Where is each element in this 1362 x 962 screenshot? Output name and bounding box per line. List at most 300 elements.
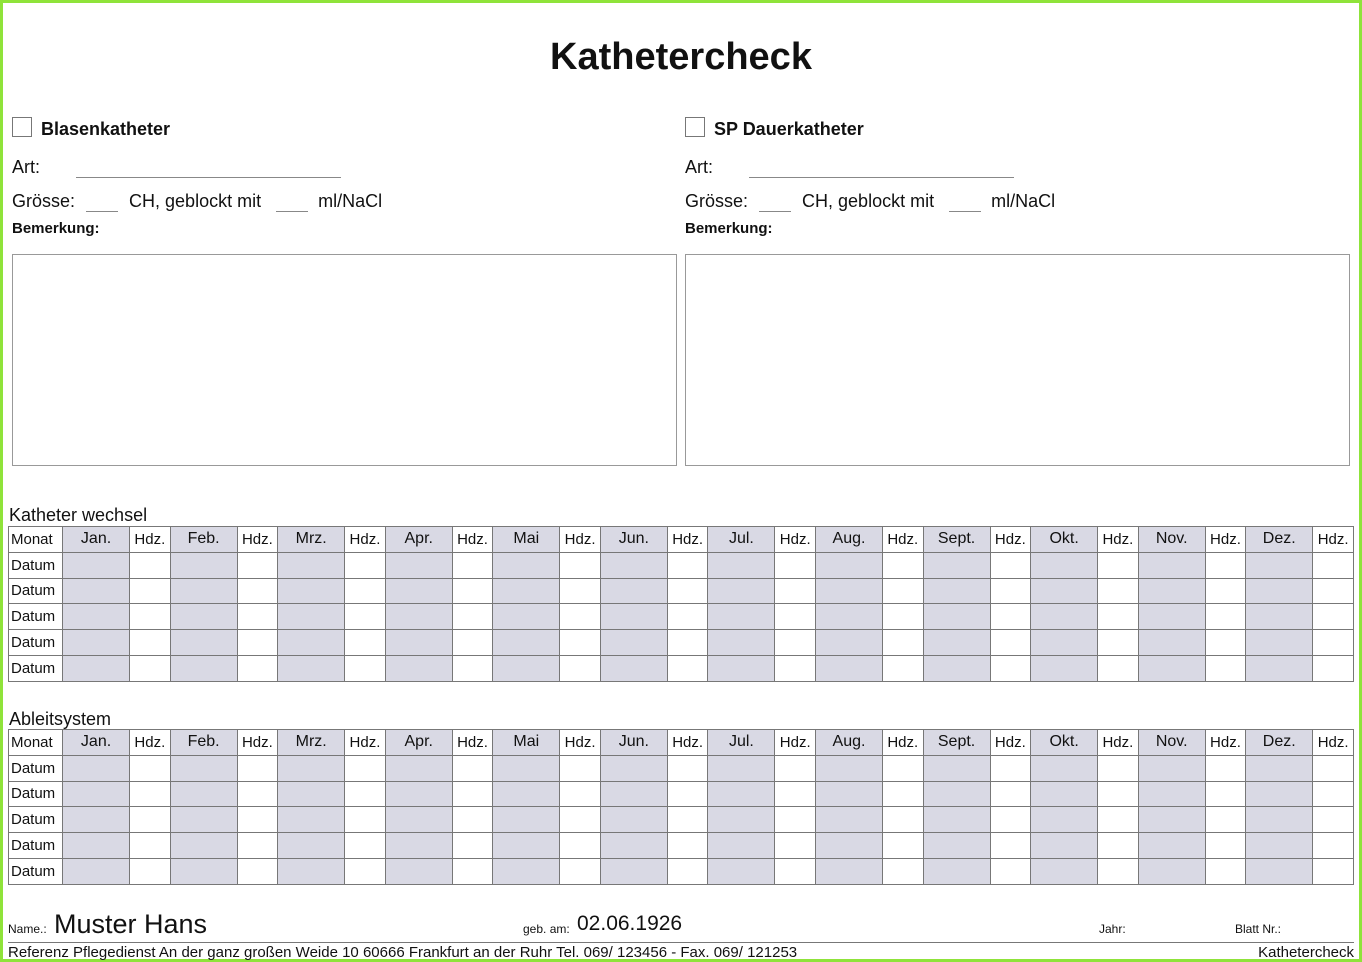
hdz-cell[interactable]	[990, 755, 1031, 781]
hdz-cell[interactable]	[560, 630, 601, 656]
hdz-cell[interactable]	[452, 781, 493, 807]
date-cell[interactable]	[63, 655, 130, 681]
hdz-cell[interactable]	[990, 858, 1031, 884]
date-cell[interactable]	[385, 858, 452, 884]
date-cell[interactable]	[600, 655, 667, 681]
hdz-cell[interactable]	[990, 552, 1031, 578]
hdz-cell[interactable]	[345, 833, 386, 859]
hdz-cell[interactable]	[560, 604, 601, 630]
date-cell[interactable]	[1138, 630, 1205, 656]
date-cell[interactable]	[278, 604, 345, 630]
date-cell[interactable]	[170, 858, 237, 884]
hdz-cell[interactable]	[883, 755, 924, 781]
date-cell[interactable]	[600, 578, 667, 604]
date-cell[interactable]	[708, 604, 775, 630]
date-cell[interactable]	[1246, 833, 1313, 859]
month-header: Sept.	[923, 527, 990, 553]
date-cell[interactable]	[170, 578, 237, 604]
hdz-cell[interactable]	[990, 604, 1031, 630]
date-cell[interactable]	[278, 655, 345, 681]
date-cell[interactable]	[278, 858, 345, 884]
date-cell[interactable]	[385, 807, 452, 833]
hdz-header: Hdz.	[883, 527, 924, 553]
date-cell[interactable]	[1031, 552, 1098, 578]
hdz-cell[interactable]	[990, 655, 1031, 681]
hdz-cell[interactable]	[1205, 755, 1246, 781]
hdz-cell[interactable]	[345, 552, 386, 578]
date-cell[interactable]	[1138, 755, 1205, 781]
month-header: Feb.	[170, 730, 237, 756]
date-cell[interactable]	[385, 604, 452, 630]
date-cell[interactable]	[708, 655, 775, 681]
hdz-cell[interactable]	[667, 858, 708, 884]
date-cell[interactable]	[63, 630, 130, 656]
hdz-cell[interactable]	[1098, 807, 1139, 833]
ml-field[interactable]	[276, 198, 308, 212]
date-cell[interactable]	[1031, 630, 1098, 656]
hdz-cell[interactable]	[452, 755, 493, 781]
date-cell[interactable]	[493, 807, 560, 833]
hdz-header: Hdz.	[345, 730, 386, 756]
date-cell[interactable]	[1138, 781, 1205, 807]
hdz-cell[interactable]	[452, 578, 493, 604]
hdz-cell[interactable]	[667, 755, 708, 781]
month-header: Okt.	[1031, 527, 1098, 553]
date-cell[interactable]	[278, 630, 345, 656]
hdz-cell[interactable]	[1098, 604, 1139, 630]
ch-field[interactable]	[86, 198, 118, 212]
date-cell[interactable]	[815, 552, 882, 578]
month-header: Dez.	[1246, 527, 1313, 553]
hdz-header: Hdz.	[560, 527, 601, 553]
header-row	[9, 730, 1354, 756]
hdz-cell[interactable]	[1098, 630, 1139, 656]
table-row	[9, 755, 1354, 781]
date-cell[interactable]	[493, 858, 560, 884]
date-cell[interactable]	[1246, 755, 1313, 781]
month-header: Jan.	[63, 527, 130, 553]
date-cell[interactable]	[600, 604, 667, 630]
hdz-cell[interactable]	[1098, 578, 1139, 604]
date-cell[interactable]	[1031, 604, 1098, 630]
date-cell[interactable]	[708, 833, 775, 859]
hdz-cell[interactable]	[990, 630, 1031, 656]
date-cell[interactable]	[1138, 655, 1205, 681]
hdz-header: Hdz.	[1098, 730, 1139, 756]
hdz-cell[interactable]	[667, 552, 708, 578]
date-cell[interactable]	[1246, 781, 1313, 807]
katheter-wechsel-label: Katheter wechsel	[9, 505, 148, 525]
datum-label: Datum	[9, 833, 63, 859]
ml-field[interactable]	[949, 198, 981, 212]
date-cell[interactable]	[708, 781, 775, 807]
date-cell[interactable]	[170, 781, 237, 807]
date-cell[interactable]	[63, 833, 130, 859]
date-cell[interactable]	[63, 578, 130, 604]
hdz-cell[interactable]	[990, 578, 1031, 604]
date-cell[interactable]	[1138, 578, 1205, 604]
date-cell[interactable]	[278, 552, 345, 578]
hdz-header: Hdz.	[345, 527, 386, 553]
date-cell[interactable]	[63, 781, 130, 807]
hdz-cell[interactable]	[560, 807, 601, 833]
date-cell[interactable]	[170, 552, 237, 578]
hdz-cell[interactable]	[1313, 858, 1354, 884]
hdz-cell[interactable]	[452, 807, 493, 833]
ableitsystem-table	[8, 729, 1354, 885]
hdz-cell[interactable]	[345, 578, 386, 604]
hdz-cell[interactable]	[1313, 578, 1354, 604]
hdz-cell[interactable]	[667, 578, 708, 604]
date-cell[interactable]	[1138, 552, 1205, 578]
art-field[interactable]	[749, 160, 1014, 178]
hdz-cell[interactable]	[237, 858, 278, 884]
hdz-cell[interactable]	[1098, 552, 1139, 578]
month-header: Jun.	[600, 527, 667, 553]
date-cell[interactable]	[600, 858, 667, 884]
date-cell[interactable]	[923, 552, 990, 578]
hdz-cell[interactable]	[560, 858, 601, 884]
hdz-cell[interactable]	[452, 552, 493, 578]
hdz-cell[interactable]	[560, 755, 601, 781]
date-cell[interactable]	[63, 807, 130, 833]
date-cell[interactable]	[1031, 781, 1098, 807]
hdz-cell[interactable]	[883, 604, 924, 630]
month-header: Okt.	[1031, 730, 1098, 756]
hdz-cell[interactable]	[1313, 655, 1354, 681]
date-cell[interactable]	[923, 781, 990, 807]
hdz-cell[interactable]	[1313, 630, 1354, 656]
hdz-cell[interactable]	[130, 833, 171, 859]
date-cell[interactable]	[708, 858, 775, 884]
hdz-cell[interactable]	[667, 630, 708, 656]
date-cell[interactable]	[493, 755, 560, 781]
bemerkung-box-right[interactable]	[685, 254, 1350, 466]
date-cell[interactable]	[170, 630, 237, 656]
sp-dauerkatheter-label: SP Dauerkatheter	[714, 118, 864, 139]
ch-text: CH, geblockt mit	[129, 191, 262, 211]
datum-label: Datum	[9, 755, 63, 781]
date-cell[interactable]	[1246, 858, 1313, 884]
hdz-header: Hdz.	[775, 730, 816, 756]
hdz-cell[interactable]	[452, 604, 493, 630]
table-row	[9, 604, 1354, 630]
hdz-cell[interactable]	[345, 604, 386, 630]
hdz-header: Hdz.	[237, 527, 278, 553]
hdz-cell[interactable]	[883, 833, 924, 859]
table-row	[9, 807, 1354, 833]
hdz-cell[interactable]	[130, 807, 171, 833]
date-cell[interactable]	[385, 833, 452, 859]
ableitsystem-label: Ableitsystem	[9, 709, 112, 729]
hdz-cell[interactable]	[775, 655, 816, 681]
date-cell[interactable]	[63, 858, 130, 884]
date-cell[interactable]	[493, 781, 560, 807]
date-cell[interactable]	[815, 655, 882, 681]
hdz-cell[interactable]	[1313, 807, 1354, 833]
hdz-cell[interactable]	[130, 552, 171, 578]
datum-label: Datum	[9, 552, 63, 578]
hdz-cell[interactable]	[345, 630, 386, 656]
month-header: Jul.	[708, 527, 775, 553]
month-header: Mrz.	[278, 527, 345, 553]
table-row	[9, 833, 1354, 859]
hdz-cell[interactable]	[883, 552, 924, 578]
date-cell[interactable]	[923, 604, 990, 630]
date-cell[interactable]	[815, 781, 882, 807]
hdz-cell[interactable]	[237, 630, 278, 656]
hdz-cell[interactable]	[1098, 781, 1139, 807]
hdz-cell[interactable]	[1205, 655, 1246, 681]
date-cell[interactable]	[708, 630, 775, 656]
hdz-cell[interactable]	[237, 755, 278, 781]
date-cell[interactable]	[385, 578, 452, 604]
month-header: Feb.	[170, 527, 237, 553]
hdz-cell[interactable]	[667, 655, 708, 681]
hdz-cell[interactable]	[130, 858, 171, 884]
hdz-cell[interactable]	[1313, 781, 1354, 807]
hdz-cell[interactable]	[1313, 552, 1354, 578]
date-cell[interactable]	[493, 604, 560, 630]
date-cell[interactable]	[708, 578, 775, 604]
hdz-cell[interactable]	[130, 655, 171, 681]
hdz-cell[interactable]	[130, 630, 171, 656]
hdz-cell[interactable]	[883, 807, 924, 833]
date-cell[interactable]	[385, 655, 452, 681]
date-cell[interactable]	[1246, 807, 1313, 833]
date-cell[interactable]	[708, 755, 775, 781]
hdz-header: Hdz.	[1098, 527, 1139, 553]
hdz-cell[interactable]	[990, 807, 1031, 833]
hdz-cell[interactable]	[990, 833, 1031, 859]
date-cell[interactable]	[1138, 833, 1205, 859]
hdz-cell[interactable]	[345, 655, 386, 681]
hdz-cell[interactable]	[775, 630, 816, 656]
hdz-cell[interactable]	[883, 578, 924, 604]
date-cell[interactable]	[600, 807, 667, 833]
date-cell[interactable]	[63, 552, 130, 578]
date-cell[interactable]	[493, 655, 560, 681]
date-cell[interactable]	[1031, 755, 1098, 781]
date-cell[interactable]	[815, 578, 882, 604]
hdz-cell[interactable]	[237, 781, 278, 807]
date-cell[interactable]	[170, 833, 237, 859]
hdz-cell[interactable]	[560, 833, 601, 859]
hdz-cell[interactable]	[1205, 578, 1246, 604]
hdz-cell[interactable]	[667, 781, 708, 807]
month-header: Apr.	[385, 730, 452, 756]
hdz-cell[interactable]	[1205, 630, 1246, 656]
date-cell[interactable]	[278, 807, 345, 833]
date-cell[interactable]	[1138, 858, 1205, 884]
date-cell[interactable]	[63, 755, 130, 781]
blasenkatheter-checkbox[interactable]	[12, 117, 32, 137]
date-cell[interactable]	[923, 858, 990, 884]
hdz-cell[interactable]	[1098, 858, 1139, 884]
date-cell[interactable]	[493, 552, 560, 578]
hdz-cell[interactable]	[667, 604, 708, 630]
date-cell[interactable]	[385, 755, 452, 781]
hdz-cell[interactable]	[775, 578, 816, 604]
geb-label: geb. am:	[523, 922, 570, 936]
date-cell[interactable]	[170, 604, 237, 630]
date-cell[interactable]	[708, 807, 775, 833]
month-header: Jun.	[600, 730, 667, 756]
hdz-cell[interactable]	[883, 655, 924, 681]
date-cell[interactable]	[815, 807, 882, 833]
date-cell[interactable]	[815, 858, 882, 884]
date-cell[interactable]	[815, 833, 882, 859]
date-cell[interactable]	[1246, 655, 1313, 681]
hdz-cell[interactable]	[1098, 833, 1139, 859]
date-cell[interactable]	[815, 630, 882, 656]
date-cell[interactable]	[600, 781, 667, 807]
hdz-cell[interactable]	[1205, 833, 1246, 859]
reference-footer	[8, 942, 1354, 962]
hdz-cell[interactable]	[130, 604, 171, 630]
hdz-cell[interactable]	[237, 604, 278, 630]
table-row	[9, 655, 1354, 681]
date-cell[interactable]	[1138, 604, 1205, 630]
date-cell[interactable]	[1138, 807, 1205, 833]
blasenkatheter-section	[12, 116, 677, 237]
hdz-cell[interactable]	[883, 781, 924, 807]
date-cell[interactable]	[600, 755, 667, 781]
hdz-cell[interactable]	[1205, 858, 1246, 884]
hdz-cell[interactable]	[883, 858, 924, 884]
geb-value: 02.06.1926	[577, 912, 683, 935]
hdz-cell[interactable]	[130, 578, 171, 604]
hdz-cell[interactable]	[775, 552, 816, 578]
date-cell[interactable]	[385, 630, 452, 656]
date-cell[interactable]	[278, 833, 345, 859]
hdz-cell[interactable]	[560, 781, 601, 807]
hdz-cell[interactable]	[237, 552, 278, 578]
date-cell[interactable]	[1031, 578, 1098, 604]
date-cell[interactable]	[1246, 630, 1313, 656]
unit-text: ml/NaCl	[318, 191, 383, 211]
ch-field[interactable]	[759, 198, 791, 212]
name-value: Muster Hans	[54, 909, 208, 939]
sp-dauerkatheter-checkbox[interactable]	[685, 117, 705, 137]
month-header: Mai	[493, 730, 560, 756]
date-cell[interactable]	[708, 552, 775, 578]
date-cell[interactable]	[170, 655, 237, 681]
hdz-cell[interactable]	[560, 552, 601, 578]
date-cell[interactable]	[63, 604, 130, 630]
date-cell[interactable]	[385, 781, 452, 807]
date-cell[interactable]	[1246, 578, 1313, 604]
hdz-cell[interactable]	[990, 781, 1031, 807]
hdz-cell[interactable]	[667, 807, 708, 833]
date-cell[interactable]	[923, 755, 990, 781]
date-cell[interactable]	[600, 552, 667, 578]
hdz-cell[interactable]	[452, 655, 493, 681]
date-cell[interactable]	[170, 807, 237, 833]
hdz-header: Hdz.	[883, 730, 924, 756]
date-cell[interactable]	[600, 833, 667, 859]
hdz-cell[interactable]	[237, 655, 278, 681]
date-cell[interactable]	[923, 833, 990, 859]
hdz-cell[interactable]	[560, 655, 601, 681]
date-cell[interactable]	[1031, 833, 1098, 859]
date-cell[interactable]	[1031, 807, 1098, 833]
hdz-cell[interactable]	[130, 781, 171, 807]
date-cell[interactable]	[923, 655, 990, 681]
hdz-cell[interactable]	[775, 858, 816, 884]
hdz-cell[interactable]	[452, 858, 493, 884]
hdz-cell[interactable]	[1205, 552, 1246, 578]
hdz-cell[interactable]	[1313, 833, 1354, 859]
date-cell[interactable]	[600, 630, 667, 656]
date-cell[interactable]	[493, 578, 560, 604]
hdz-header: Hdz.	[452, 527, 493, 553]
date-cell[interactable]	[923, 578, 990, 604]
art-field[interactable]	[76, 160, 341, 178]
hdz-cell[interactable]	[775, 755, 816, 781]
hdz-cell[interactable]	[345, 858, 386, 884]
date-cell[interactable]	[1246, 604, 1313, 630]
hdz-cell[interactable]	[1205, 781, 1246, 807]
hdz-cell[interactable]	[237, 833, 278, 859]
date-cell[interactable]	[1031, 655, 1098, 681]
hdz-cell[interactable]	[560, 578, 601, 604]
date-cell[interactable]	[815, 755, 882, 781]
hdz-cell[interactable]	[130, 755, 171, 781]
date-cell[interactable]	[1031, 858, 1098, 884]
date-cell[interactable]	[278, 781, 345, 807]
date-cell[interactable]	[278, 578, 345, 604]
month-header: Sept.	[923, 730, 990, 756]
date-cell[interactable]	[493, 833, 560, 859]
hdz-cell[interactable]	[1098, 755, 1139, 781]
bemerkung-box-left[interactable]	[12, 254, 677, 466]
table-row	[9, 552, 1354, 578]
datum-label: Datum	[9, 807, 63, 833]
hdz-cell[interactable]	[1205, 604, 1246, 630]
hdz-cell[interactable]	[237, 807, 278, 833]
hdz-cell[interactable]	[452, 630, 493, 656]
date-cell[interactable]	[923, 630, 990, 656]
hdz-cell[interactable]	[237, 578, 278, 604]
table-row	[9, 630, 1354, 656]
date-cell[interactable]	[923, 807, 990, 833]
hdz-cell[interactable]	[1313, 755, 1354, 781]
hdz-cell[interactable]	[775, 807, 816, 833]
date-cell[interactable]	[815, 604, 882, 630]
hdz-cell[interactable]	[452, 833, 493, 859]
hdz-cell[interactable]	[775, 604, 816, 630]
date-cell[interactable]	[385, 552, 452, 578]
hdz-cell[interactable]	[1098, 655, 1139, 681]
hdz-cell[interactable]	[345, 755, 386, 781]
hdz-cell[interactable]	[883, 630, 924, 656]
hdz-cell[interactable]	[775, 781, 816, 807]
month-header: Aug.	[815, 527, 882, 553]
date-cell[interactable]	[493, 630, 560, 656]
hdz-cell[interactable]	[345, 807, 386, 833]
date-cell[interactable]	[170, 755, 237, 781]
date-cell[interactable]	[1246, 552, 1313, 578]
date-cell[interactable]	[278, 755, 345, 781]
hdz-cell[interactable]	[345, 781, 386, 807]
hdz-cell[interactable]	[667, 833, 708, 859]
hdz-cell[interactable]	[775, 833, 816, 859]
month-header: Apr.	[385, 527, 452, 553]
datum-label: Datum	[9, 578, 63, 604]
hdz-cell[interactable]	[1313, 604, 1354, 630]
hdz-cell[interactable]	[1205, 807, 1246, 833]
